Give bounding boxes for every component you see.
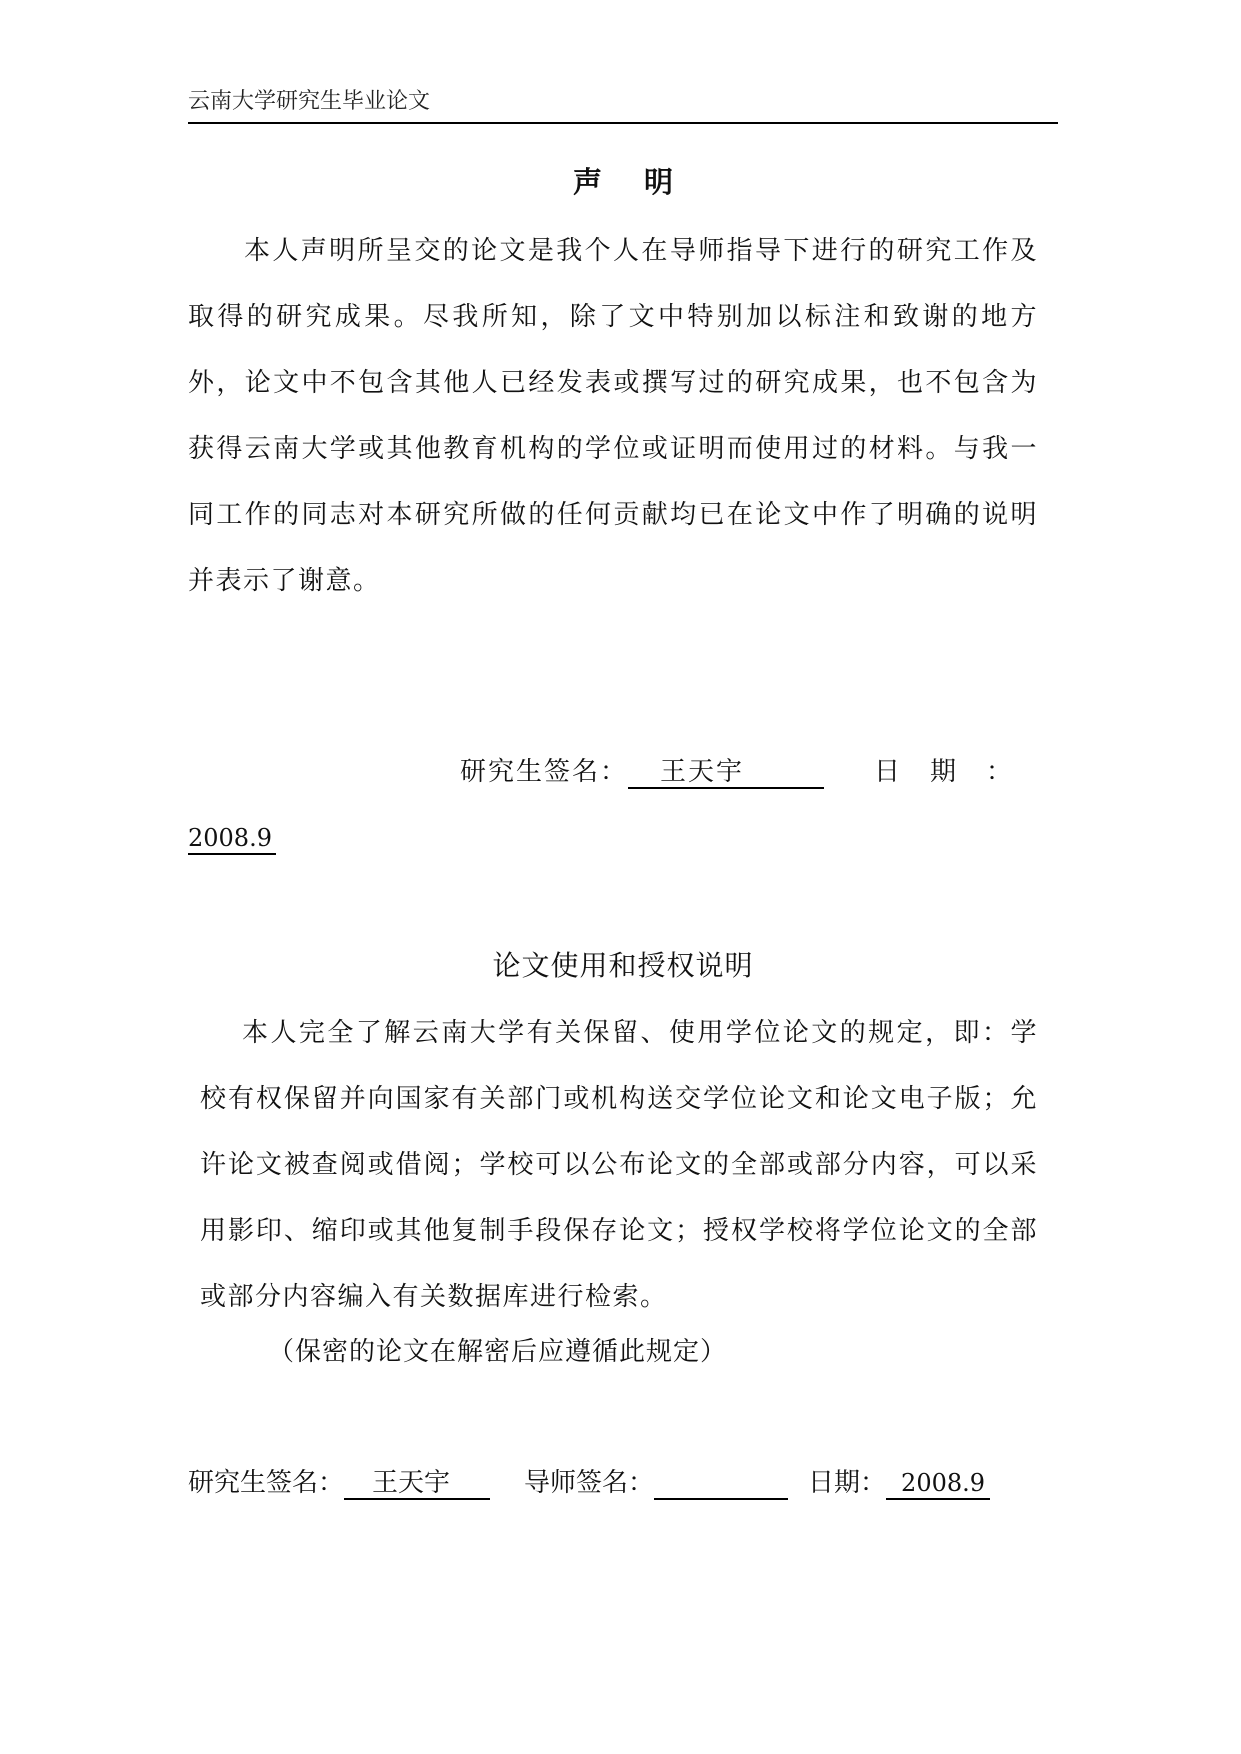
advisor-signature-label: 导师签名： (524, 1468, 655, 1498)
confidential-note: （保密的论文在解密后应遵循此规定） (268, 1337, 728, 1367)
auth-date-value: 2008.9 (886, 1468, 990, 1500)
authorization-title: 论文使用和授权说明 (492, 949, 754, 982)
auth-date-label: 日期： (808, 1468, 887, 1498)
signature-value: 王天宇 (628, 757, 824, 789)
page-header (188, 88, 1058, 124)
declaration-body (188, 218, 1038, 614)
declaration-title: 声明 (572, 165, 715, 199)
signature-label: 研究生签名： (460, 757, 629, 787)
declaration-signature-row (460, 755, 1042, 789)
declaration-paragraph: 本人声明所呈交的论文是我个人在导师指导下进行的研究工作及取得的研究成果。尽我所知，除了文中特别加以标注和致谢的地方外，论文中不包含其他人已经发表或撰写过的研究成果，也不包含为获得云南大学或其他教育机构的学位或证明而使用过的材料。与我一同工作的同志对本研究所做的任何贡献均已在论文中作了明确的说明并表示了谢意。 (188, 236, 1038, 596)
header-text: 云南大学研究生毕业论文 (188, 89, 431, 114)
date-label: 日期： (874, 757, 1043, 787)
student-signature-value: 王天宇 (344, 1468, 490, 1500)
authorization-signature-row (188, 1466, 990, 1500)
advisor-signature-blank (654, 1468, 788, 1500)
authorization-body (200, 1000, 1038, 1330)
date-value: 2008.9 (188, 823, 276, 855)
authorization-paragraph: 本人完全了解云南大学有关保留、使用学位论文的规定，即：学校有权保留并向国家有关部门或机构送交学位论文和论文电子版；允许论文被查阅或借阅；学校可以公布论文的全部或部分内容，可以采用影印、缩印或其他复制手段保存论文；授权学校将学位论文的全部或部分内容编入有关数据库进行检索。 (200, 1018, 1038, 1312)
student-signature-label: 研究生签名： (188, 1468, 345, 1498)
